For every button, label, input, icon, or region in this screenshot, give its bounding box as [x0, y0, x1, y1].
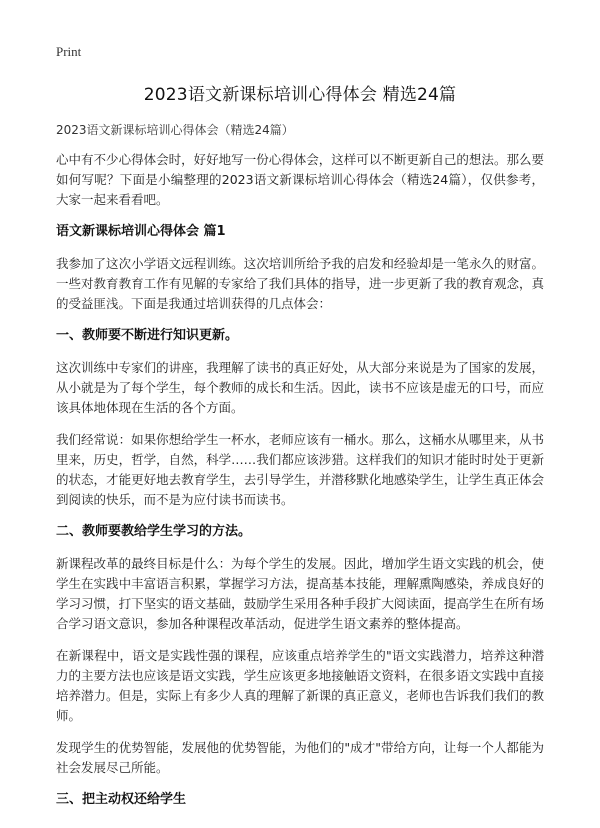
- section-2-paragraph-2: 在新课程中，语文是实践性强的课程，应该重点培养学生的"语文实践潜力，培养这种潜力的主要方法也应该是语文实践，学生应该更多地接触语文资料，在很多语文实践中直接培养潜力。但是，实际上有多少人真的理解了新课的真正意义，老师也告诉我们我们的教师。: [56, 648, 544, 723]
- article-heading: 语文新课标培训心得体会 篇1: [56, 224, 226, 239]
- section-2-heading: 二、教师要教给学生学习的方法。: [56, 524, 252, 539]
- article-body: [56, 150, 544, 822]
- section-2-paragraph-1: 新课程改革的最终目标是什么：为每个学生的发展。因此，增加学生语文实践的机会，使学生在实践中丰富语言积累，掌握学习方法，提高基本技能，理解熏陶感染，养成良好的学习习惯，打下坚实的语文基础，鼓励学生采用各种手段扩大阅读面，提高学生在所有场合学习语文意识，参加各种课程改革活动，促进学生语文素养的整体提高。: [56, 556, 544, 631]
- section-3-heading: 三、把主动权还给学生: [56, 792, 187, 807]
- document-subtitle: 2023语文新课标培训心得体会（精选24篇）: [56, 123, 294, 137]
- section-1-paragraph-1: 这次训练中专家们的讲座，我理解了读书的真正好处，从大部分来说是为了国家的发展，从小就是为了每个学生，每个教师的成长和生活。因此，读书不应该是虚无的口号，而应该具体地体现在生活的各个方面。: [56, 360, 544, 415]
- section-2-paragraph-3: 发现学生的优势智能，发展他的优势智能，为他们的"成才"带给方向，让每一个人都能为社会发展尽己所能。: [56, 740, 544, 775]
- intro-paragraph: 心中有不少心得体会时，好好地写一份心得体会，这样可以不断更新自己的想法。那么要如何写呢？下面是小编整理的2023语文新课标培训心得体会（精选24篇），仅供参考，大家一起来看看吧。: [56, 152, 544, 207]
- print-link[interactable]: Print: [56, 44, 82, 59]
- section-1-heading: 一、教师要不断进行知识更新。: [56, 328, 239, 343]
- page-title: 2023语文新课标培训心得体会 精选24篇: [143, 85, 457, 105]
- section-1-paragraph-2: 我们经常说：如果你想给学生一杯水，老师应该有一桶水。那么，这桶水从哪里来，从书里来，历史，哲学，自然，科学……我们都应该涉猎。这样我们的知识才能时时处于更新的状态，才能更好地去教育学生，去引导学生，并潜移默化地感染学生，让学生真正体会到阅读的快乐，而不是为应付读书而读书。: [56, 432, 544, 507]
- article-paragraph-1: 我参加了这次小学语文远程训练。这次培训所给予我的启发和经验却是一笔永久的财富。一些对教育教育工作有见解的专家给了我们具体的指导，进一步更新了我的教育观念，真的受益匪浅。下面是我通过培训获得的几点体会：: [56, 256, 544, 311]
